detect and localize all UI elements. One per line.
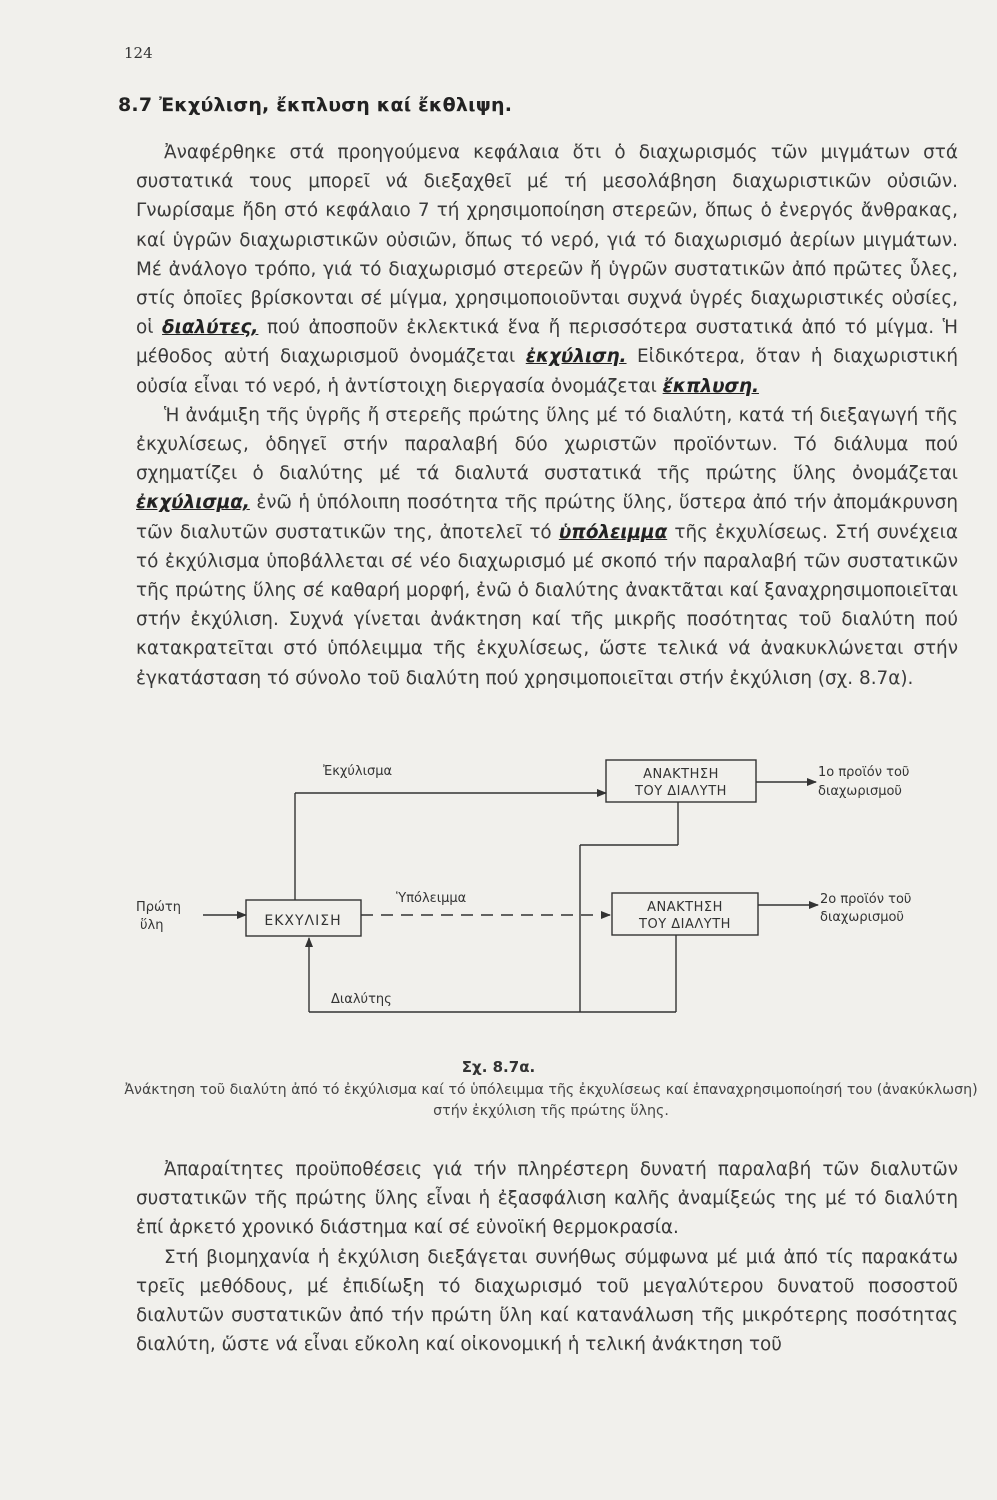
recovery-box-2-line-2: ΤΟΥ ΔΙΑΛΥΤΗ: [639, 917, 731, 932]
body-text-bottom: [136, 1155, 958, 1359]
paragraph-3: Ἀπαραίτητες προϋποθέσεις γιά τήν πληρέστερη δυνατή παραλαβή τῶν διαλυτῶν συστατικῶν τῆς πρώτης ὕλης εἶναι ἡ ἐξασφάλιση καλῆς ἀναμίξεώς της μέ τό διαλύτη ἐπί ἀρκετό χρονικό διάστημα καί σέ εὐνοϊκή θερμοκρασία.: [136, 1159, 958, 1239]
recovery-box-2-line-1: ΑΝΑΚΤΗΣΗ: [647, 900, 723, 915]
term-extraction: ἐκχύλιση.: [525, 346, 627, 368]
product-2-line-1: 2ο προϊόν τοῦ: [820, 892, 912, 907]
solvent-label: Διαλύτης: [331, 992, 392, 1007]
section-title: 8.7 Ἐκχύλιση, ἔκπλυση καί ἔκθλιψη.: [118, 94, 513, 116]
term-solvents: διαλύτες,: [162, 317, 259, 339]
raw-material-label-1: Πρώτη: [136, 900, 181, 915]
raw-material-label-2: ὕλη: [140, 918, 164, 933]
body-text-top: [136, 138, 958, 693]
recovery-box-1-line-1: ΑΝΑΚΤΗΣΗ: [643, 767, 719, 782]
paragraph-1: [136, 138, 958, 401]
product-1-line-1: 1ο προϊόν τοῦ: [818, 765, 910, 780]
paragraph-1-text-a: Ἀναφέρθηκε στά προηγούμενα κεφάλαια ὅτι ὁ διαχωρισμός τῶν μιγμάτων στά συστατικά τους μπορεῖ νά διεξαχθεῖ μέ τή μεσολάβηση διαχωριστικῶν οὐσιῶν. Γνωρίσαμε ἤδη στό κεφάλαιο 7 τή χρησιμοποίηση στερεῶν, ὅπως ὁ ἐνεργός ἄνθρακας, καί ὑγρῶν διαχωριστικῶν οὐσιῶν, ὅπως τό νερό, γιά τό διαχωρισμό ἀερίων μιγμάτων. Μέ ἀνάλογο τρόπο, γιά τό διαχωρισμό στερεῶν ἤ ὑγρῶν συστατικῶν ἀπό πρῶτες ὗλες, στίς ὁποῖες βρίσκονται σέ μίγμα, χρησιμοποιοῦνται συχνά ὑγρές διαχωριστικές οὐσίες, οἱ: [136, 142, 958, 339]
term-residue: ὑπόλειμμα: [558, 521, 668, 543]
paragraph-4: Στή βιομηχανία ἡ ἐκχύλιση διεξάγεται συνήθως σύμφωνα μέ μιά ἀπό τίς παρακάτω τρεῖς μεθόδους, μέ ἐπιδίωξη τό διαχωρισμό τοῦ μεγαλύτερου δυνατοῦ ποσοστοῦ διαλυτῶν συστατικῶν ἀπό τήν πρώτη ὕλη καί κατανάλωση τῆς μικρότερης ποσότητας διαλύτη, ὥστε νά εἶναι εὔκολη καί οἰκονομική ἡ τελική ἀνάκτηση τοῦ: [136, 1246, 958, 1356]
term-washing: ἔκπλυση.: [662, 375, 759, 397]
extraction-box-label: ΕΚΧΥΛΙΣΗ: [264, 913, 342, 929]
paragraph-2-text-c: τῆς ἐκχυλίσεως. Στή συνέχεια τό ἐκχύλισμα ὑποβάλλεται σέ νέο διαχωρισμό μέ σκοπό τήν παραλαβή τῶν συστατικῶν τῆς πρώτης ὕλης σέ καθαρή μορφή, ἐνῶ ὁ διαλύτης ἀνακτᾶται καί ξαναχρησιμοποιεῖται στήν ἐκχύλιση. Συχνά γίνεται ἀνάκτηση καί τῆς μικρῆς ποσότητας τοῦ διαλύτη πού κατακρατεῖται στό ὑπόλειμμα τῆς ἐκχυλίσεως, ὥστε τελικά νά ἀνακυκλώνεται στήν ἐγκατάσταση τό σύνολο τοῦ διαλύτη πού χρησιμοποιεῖται στήν ἐκχύλιση (σχ. 8.7α).: [136, 521, 958, 689]
paragraph-2: [136, 401, 958, 693]
extract-label: Ἐκχύλισμα: [323, 764, 393, 779]
extraction-flow-diagram: [128, 745, 968, 1040]
residue-label: Ὑπόλειμμα: [396, 891, 467, 906]
figure-caption: Ἀνάκτηση τοῦ διαλύτη ἀπό τό ἐκχύλισμα καί τό ὑπόλειμμα τῆς ἐκχυλίσεως καί ἐπαναχρησιμοποίησή του (ἀνακύκλωση) στήν ἐκχύλιση τῆς πρώτης ὕλης.: [124, 1082, 978, 1119]
recovery-box-1-line-2: ΤΟΥ ΔΙΑΛΥΤΗ: [635, 784, 727, 799]
product-2-line-2: διαχωρισμοῦ: [820, 910, 904, 925]
paragraph-1-text-b: πού ἀποσποῦν ἐκλεκτικά ἕνα ἤ περισσότερα συστατικά ἀπό τό μίγμα. Ἡ μέθοδος αὐτή διαχωρισμοῦ ὀνομάζεται: [136, 317, 958, 368]
term-extract: ἐκχύλισμα,: [136, 492, 250, 514]
page-number: 124: [124, 44, 153, 62]
paragraph-2-text-a: Ἡ ἀνάμιξη τῆς ὑγρῆς ἤ στερεῆς πρώτης ὕλης μέ τό διαλύτη, κατά τή διεξαγωγή τῆς ἐκχυλίσεως, ὁδηγεῖ στήν παραλαβή δύο χωριστῶν προϊόντων. Τό διάλυμα πού σχηματίζει ὁ διαλύτης μέ τά διαλυτά συστατικά τῆς πρώτης ὕλης ὀνομάζεται: [136, 404, 958, 485]
paragraph-1-text-c: Εἰδικότερα, ὅταν ἡ διαχωριστική οὐσία εἶναι τό νερό, ἡ ἀντίστοιχη διεργασία ὀνομάζεται: [136, 346, 958, 397]
paragraph-2-text-b: ἐνῶ ἡ ὑπόλοιπη ποσότητα τῆς πρώτης ὕλης, ὕστερα ἀπό τήν ἀπομάκρυνση τῶν διαλυτῶν συστατικῶν της, ἀποτελεῖ τό: [136, 492, 958, 543]
figure-label: Σχ. 8.7α.: [461, 1058, 536, 1076]
product-1-line-2: διαχωρισμοῦ: [818, 784, 902, 799]
